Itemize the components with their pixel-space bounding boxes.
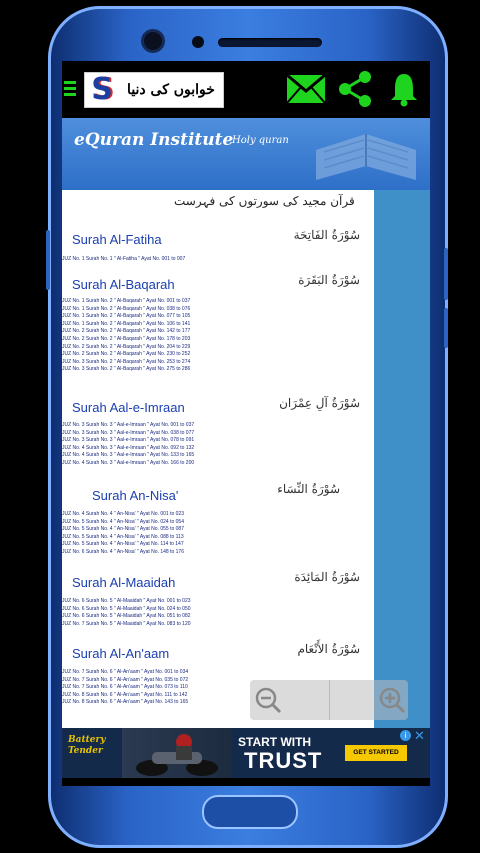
bell-icon[interactable] — [389, 71, 419, 107]
hamburger-icon[interactable] — [64, 81, 76, 97]
earpiece-speaker — [218, 38, 322, 47]
app-screen — [62, 61, 430, 786]
mail-icon[interactable] — [286, 71, 326, 107]
ad-headline-1: START WITH — [238, 735, 312, 749]
juz-line[interactable]: JUZ No. 7 Surah No. 6 " Al-An'aam " Ayat No. 073 to 110 — [62, 684, 188, 691]
juz-line[interactable]: JUZ No. 1 Surah No. 2 " Al-Baqarah " Ayat No. 038 to 076 — [62, 305, 191, 312]
surah-arabic-name: سُوْرَةُ النِّسَاء — [277, 482, 340, 496]
header-banner — [62, 118, 430, 190]
logo-text: خوابوں کی دنیا — [127, 82, 215, 98]
ad-get-started-button[interactable]: GET STARTED — [345, 745, 407, 761]
list-title: قرآن مجید کی سورتوں کی فہرست — [174, 194, 355, 208]
juz-line[interactable]: JUZ No. 3 Surah No. 3 " Aal-e-Imraan " Ayat No. 001 to 037 — [62, 422, 195, 428]
motorcycle-image — [122, 728, 232, 778]
banner-subtitle: Holy quran — [232, 135, 289, 146]
juz-line[interactable]: JUZ No. 7 Surah No. 5 " Al-Maaidah " Ayat No. 083 to 120 — [62, 620, 191, 627]
surah-arabic-name: سُوْرَةُ المَائِدَة — [294, 570, 360, 584]
juz-line[interactable]: JUZ No. 6 Surah No. 5 " Al-Maaidah " Ayat No. 001 to 023 — [62, 598, 191, 604]
surah-arabic-name: سُوْرَةُ الفَاتِحَة — [293, 228, 360, 242]
home-button[interactable] — [202, 795, 298, 829]
juz-line[interactable]: JUZ No. 1 Surah No. 2 " Al-Baqarah " Ayat No. 001 to 037 — [62, 298, 191, 304]
juz-line[interactable]: JUZ No. 8 Surah No. 6 " Al-An'aam " Ayat No. 111 to 142 — [62, 691, 188, 698]
zoom-controls — [250, 680, 408, 720]
juz-line[interactable]: JUZ No. 7 Surah No. 6 " Al-An'aam " Ayat No. 001 to 034 — [62, 669, 189, 675]
surah-name[interactable]: Surah Al-An'aam — [72, 646, 170, 661]
surah-name[interactable]: Surah An-Nisa' — [92, 488, 179, 503]
ad-image — [122, 728, 232, 778]
juz-line[interactable]: JUZ No. 4 Surah No. 3 " Aal-e-Imraan " Ayat No. 133 to 165 — [62, 452, 195, 459]
front-camera — [144, 32, 162, 50]
juz-line[interactable]: JUZ No. 5 Surah No. 4 " An-Nisa' " Ayat No. 088 to 113 — [62, 533, 184, 540]
surah-arabic-name: سُوْرَةُ الأَنْعَام — [297, 642, 360, 656]
juz-line[interactable]: JUZ No. 2 Surah No. 2 " Al-Baqarah " Ayat No. 142 to 177 — [62, 328, 191, 335]
juz-line[interactable]: JUZ No. 4 Surah No. 3 " Aal-e-Imraan " Ayat No. 166 to 200 — [62, 459, 195, 466]
logo-letter: S — [85, 73, 119, 107]
surah-name[interactable]: Surah Al-Fatiha — [72, 232, 162, 247]
juz-line[interactable]: JUZ No. 8 Surah No. 6 " Al-An'aam " Ayat No. 143 to 165 — [62, 699, 189, 706]
banner-title: eQuran Institute — [74, 130, 234, 150]
surah-list — [62, 190, 430, 728]
right-decorative-strip — [374, 190, 430, 728]
surah-arabic-name: سُوْرَةُ البَقَرَة — [298, 273, 360, 287]
juz-line[interactable]: JUZ No. 6 Surah No. 5 " Al-Maaidah " Ayat No. 051 to 082 — [62, 613, 191, 620]
juz-line[interactable]: JUZ No. 5 Surah No. 4 " An-Nisa' " Ayat No. 055 to 087 — [62, 526, 184, 533]
ad-close-icon[interactable]: ✕ — [414, 728, 425, 743]
ad-info-icon[interactable]: i — [400, 730, 411, 741]
quran-book-icon — [306, 120, 426, 188]
juz-line[interactable]: JUZ No. 1 Surah No. 2 " Al-Baqarah " Ayat No. 077 to 105 — [62, 313, 191, 320]
zoom-in-icon[interactable] — [378, 686, 406, 714]
surah-name[interactable]: Surah Al-Maaidah — [72, 575, 176, 590]
power-button[interactable] — [444, 308, 448, 348]
zoom-divider — [329, 680, 330, 720]
juz-line[interactable]: JUZ No. 6 Surah No. 5 " Al-Maaidah " Ayat No. 024 to 050 — [62, 605, 191, 612]
ad-banner[interactable] — [62, 728, 430, 778]
juz-line[interactable]: JUZ No. 4 Surah No. 4 " An-Nisa' " Ayat No. 001 to 023 — [62, 511, 184, 517]
proximity-sensor — [192, 36, 204, 48]
juz-line[interactable]: JUZ No. 3 Surah No. 2 " Al-Baqarah " Ayat No. 275 to 286 — [62, 366, 191, 373]
juz-line[interactable]: JUZ No. 4 Surah No. 3 " Aal-e-Imraan " Ayat No. 092 to 132 — [62, 444, 195, 451]
ad-headline-2: TRUST — [244, 748, 323, 773]
surah-name[interactable]: Surah Al-Baqarah — [72, 277, 175, 292]
juz-line[interactable]: JUZ No. 3 Surah No. 3 " Aal-e-Imraan " Ayat No. 038 to 077 — [62, 429, 195, 436]
juz-line[interactable]: JUZ No. 1 Surah No. 1 " Al-Fatiha " Ayat No. 001 to 007 — [62, 256, 186, 262]
app-logo[interactable] — [84, 72, 224, 108]
juz-line[interactable]: JUZ No. 2 Surah No. 2 " Al-Baqarah " Ayat No. 230 to 252 — [62, 351, 191, 358]
juz-line[interactable]: JUZ No. 6 Surah No. 4 " An-Nisa' " Ayat No. 148 to 176 — [62, 548, 184, 555]
juz-line[interactable]: JUZ No. 3 Surah No. 3 " Aal-e-Imraan " Ayat No. 078 to 091 — [62, 437, 195, 444]
bottom-bar — [62, 778, 430, 786]
juz-line[interactable]: JUZ No. 1 Surah No. 2 " Al-Baqarah " Ayat No. 106 to 141 — [62, 320, 191, 327]
app-toolbar — [62, 61, 430, 118]
surah-name[interactable]: Surah Aal-e-Imraan — [72, 400, 185, 415]
surah-arabic-name: سُوْرَةُ آلِ عِمْرَان — [279, 396, 360, 410]
zoom-out-icon[interactable] — [254, 686, 282, 714]
juz-line[interactable]: JUZ No. 2 Surah No. 2 " Al-Baqarah " Ayat No. 204 to 229 — [62, 343, 191, 350]
juz-line[interactable]: JUZ No. 2 Surah No. 2 " Al-Baqarah " Ayat No. 178 to 203 — [62, 335, 191, 342]
volume-button[interactable] — [444, 248, 448, 300]
share-icon[interactable] — [337, 71, 373, 107]
juz-line[interactable]: JUZ No. 7 Surah No. 6 " Al-An'aam " Ayat No. 035 to 072 — [62, 676, 189, 683]
juz-line[interactable]: JUZ No. 5 Surah No. 4 " An-Nisa' " Ayat No. 024 to 054 — [62, 518, 184, 525]
ad-brand-logo: Battery Tender — [68, 735, 106, 756]
juz-line[interactable]: JUZ No. 5 Surah No. 4 " An-Nisa' " Ayat No. 114 to 147 — [62, 541, 184, 548]
side-button[interactable] — [46, 230, 50, 290]
juz-line[interactable]: JUZ No. 3 Surah No. 2 " Al-Baqarah " Ayat No. 253 to 274 — [62, 358, 191, 365]
